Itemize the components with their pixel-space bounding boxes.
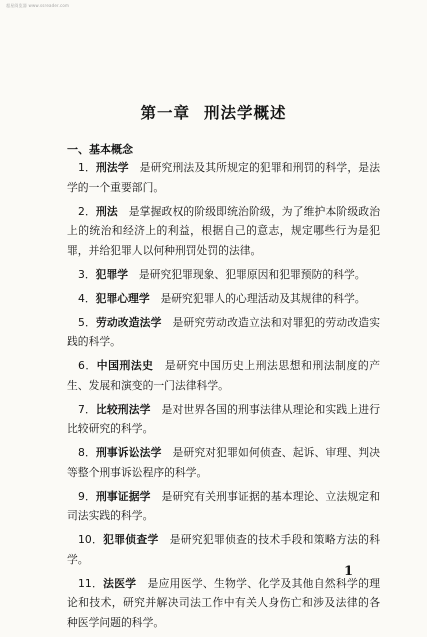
- entry-definition: 是研究劳动改造立法和对罪犯的劳动改造实践的科学。: [67, 315, 381, 348]
- entry-number: 11．: [78, 576, 104, 590]
- definition-entry: [67, 356, 380, 395]
- definition-entry: [67, 530, 380, 569]
- entry-number: 5．: [78, 315, 96, 329]
- definition-entry: [67, 443, 380, 482]
- entry-term: 刑事证据学: [95, 489, 151, 503]
- page-number: 1: [344, 564, 354, 579]
- entry-term: 中国刑法史: [96, 359, 154, 372]
- entry-number: 9．: [78, 489, 96, 503]
- entry-number: 7．: [78, 402, 96, 416]
- entry-number: 4．: [78, 291, 96, 305]
- entry-definition: 是研究中国历史上刑法思想和刑法制度的产生、发展和演变的一门法律科学。: [67, 359, 381, 392]
- definition-entry: [67, 265, 380, 285]
- entry-definition: 是掌握政权的阶级即统治阶级，为了维护本阶级政治上的统治和经济上的利益，根据自己的意志，规定哪些行为是犯罪，并给犯罪人以何种刑罚处罚的法律。: [67, 204, 381, 257]
- entry-term: 比较刑法学: [95, 402, 151, 416]
- entry-number: 3．: [78, 267, 96, 281]
- definition-entry: [67, 574, 380, 633]
- entry-term: 劳动改造法学: [95, 315, 162, 329]
- entry-definition: 是研究犯罪人的心理活动及其规律的科学。: [160, 291, 366, 305]
- entry-number: 8．: [78, 446, 96, 459]
- entry-term: 刑法学: [95, 161, 129, 174]
- entry-term: 犯罪心理学: [95, 291, 150, 305]
- definition-entry: [67, 289, 380, 309]
- entry-definition: 是应用医学、生物学、化学及其他自然科学的理论和技术，研究并解决司法工作中有关人身伤亡和涉及法律的各种医学问题的科学。: [67, 576, 381, 629]
- entry-definition: 是研究犯罪现象、犯罪原因和犯罪预防的科学。: [138, 267, 366, 281]
- chapter-number: 第一章: [140, 103, 190, 122]
- definition-entry: [67, 158, 380, 197]
- entry-definition: 是对世界各国的刑事法律从理论和实践上进行比较研究的科学。: [67, 402, 380, 435]
- definition-entry: [67, 313, 380, 352]
- watermark: 超星阅览器 www.ssreader.com: [6, 3, 70, 8]
- entry-number: 1．: [78, 161, 96, 174]
- definition-list: [67, 158, 380, 637]
- entry-term: 法医学: [103, 576, 137, 590]
- chapter-title: [0, 101, 427, 123]
- entry-term: 犯罪学: [95, 267, 129, 281]
- entry-definition: 是研究刑法及其所规定的犯罪和刑罚的科学，是法学的一个重要部门。: [67, 161, 381, 194]
- entry-definition: 是研究犯罪侦查的技术手段和策略方法的科学。: [67, 533, 381, 566]
- entry-definition: 是研究有关刑事证据的基本理论、立法规定和司法实践的科学。: [67, 489, 380, 522]
- entry-term: 犯罪侦查学: [103, 533, 159, 546]
- entry-term: 刑法: [95, 204, 118, 218]
- entry-term: 刑事诉讼法学: [95, 446, 162, 459]
- entry-definition: 是研究对犯罪如何侦查、起诉、审理、判决等整个刑事诉讼程序的科学。: [67, 446, 381, 479]
- definition-entry: [67, 487, 380, 526]
- section-heading: 一、基本概念: [67, 143, 133, 156]
- definition-entry: [67, 400, 380, 439]
- entry-number: 2．: [78, 204, 96, 218]
- entry-number: 6．: [78, 359, 97, 372]
- chapter-name: 刑法学概述: [204, 103, 287, 122]
- entry-number: 10．: [78, 533, 104, 546]
- definition-entry: [67, 202, 380, 261]
